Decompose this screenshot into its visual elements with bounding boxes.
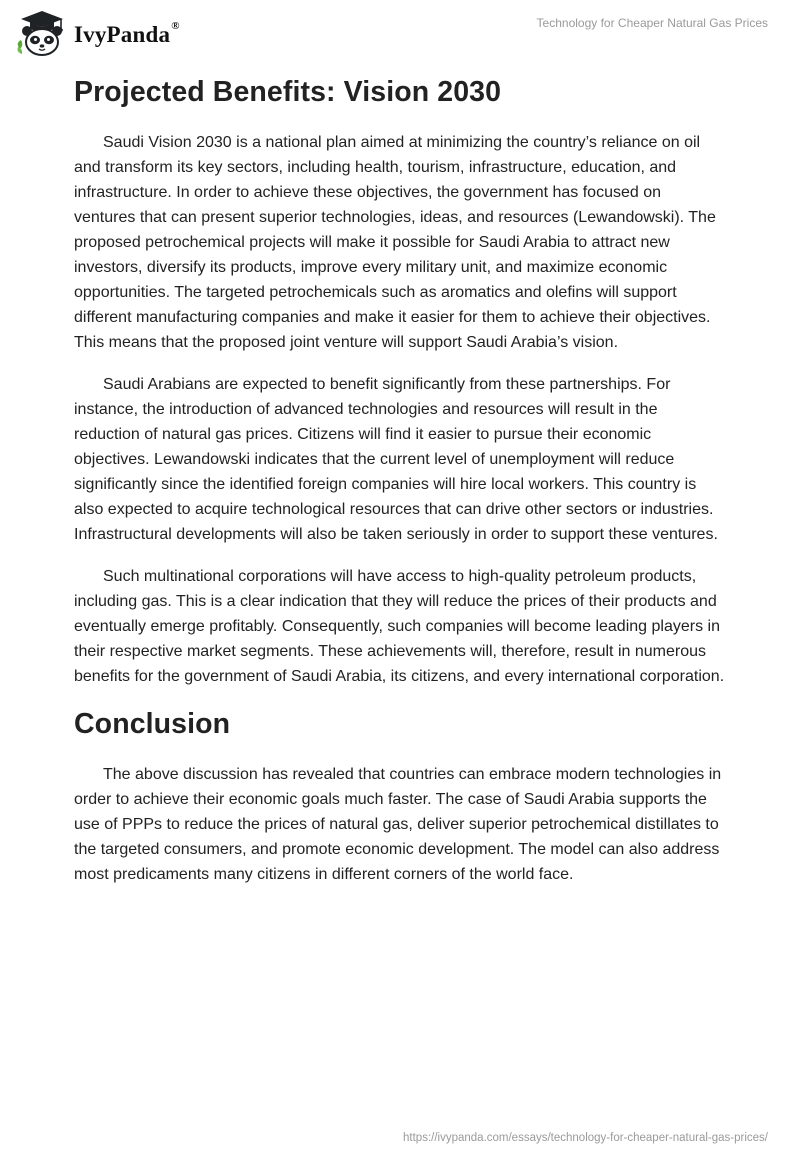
essay-body — [74, 74, 726, 887]
paragraph: Such multinational corporations will have access to high-quality petroleum products, including gas. This is a clear indication that they will reduce the prices of their products and eventually emerge profitably. Consequently, such companies will become leading players in their respective market segments. These achievements will, therefore, result in numerous benefits for the government of Saudi Arabia, its citizens, and every international corporation. — [74, 568, 725, 685]
section-heading-projected-benefits: Projected Benefits: Vision 2030 — [74, 76, 502, 108]
source-url-link[interactable]: https://ivypanda.com/essays/technology-for-cheaper-natural-gas-prices/ — [403, 1132, 768, 1144]
paragraph: Saudi Vision 2030 is a national plan aimed at minimizing the country’s reliance on oil and transform its key sectors, including health, tourism, infrastructure, education, and infrastructure. In order to achieve these objectives, the government has focused on ventures that can present superior technologies, ideas, and resources (Lewandowski). The proposed petrochemical projects will make it possible for Saudi Arabia to attract new investors, diversify its products, improve every military unit, and maximize economic opportunities. The targeted petrochemicals such as aromatics and olefins will support different manufacturing companies and make it easier for them to achieve their objectives. This means that the proposed joint venture will support Saudi Arabia’s vision. — [74, 134, 716, 351]
ivypanda-logo[interactable] — [14, 9, 180, 57]
brand-name: IvyPanda® — [74, 20, 180, 47]
panda-graduate-icon — [14, 9, 70, 57]
paragraph: The above discussion has revealed that countries can embrace modern technologies in order to achieve their economic goals much faster. The case of Saudi Arabia supports the use of PPPs to reduce the prices of natural gas, deliver superior petrochemical distillates to the targeted consumers, and promote economic development. The model can also address most predicaments many citizens in different corners of the world face. — [74, 766, 722, 883]
section-heading-conclusion: Conclusion — [74, 708, 231, 740]
page-header — [0, 0, 800, 70]
registered-mark: ® — [171, 20, 180, 32]
paragraph: Saudi Arabians are expected to benefit significantly from these partnerships. For instance, the introduction of advanced technologies and resources will result in the reduction of natural gas prices. Citizens will find it easier to pursue their economic objectives. Lewandowski indicates that the current level of unemployment will reduce significantly since the identified foreign companies will hire local workers. This country is also expected to acquire technological resources that can drive other sectors or industries. Infrastructural developments will also be taken seriously in order to support these ventures. — [74, 376, 718, 543]
document-title: Technology for Cheaper Natural Gas Prices — [536, 16, 768, 30]
